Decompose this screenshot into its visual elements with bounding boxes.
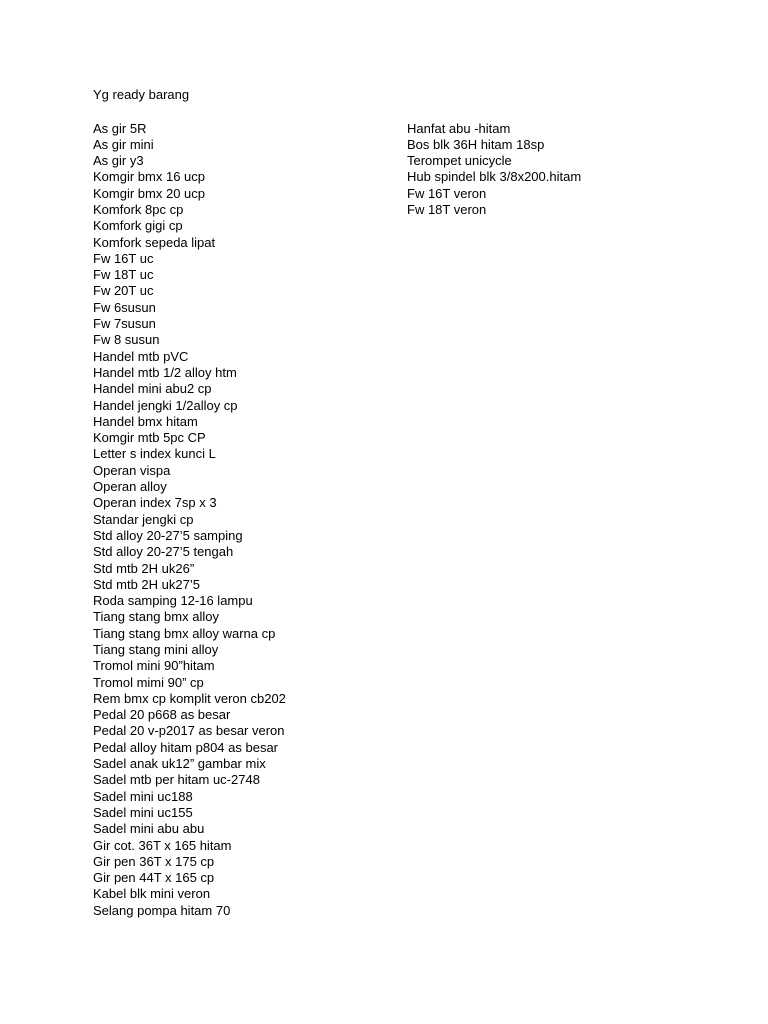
- list-item: Sadel anak uk12” gambar mix: [93, 756, 266, 772]
- list-item: Gir cot. 36T x 165 hitam: [93, 837, 232, 853]
- right-item-list: [407, 121, 581, 219]
- list-item: Operan alloy: [93, 479, 167, 495]
- list-item: Komfork sepeda lipat: [93, 234, 216, 250]
- list-item: As gir 5R: [93, 120, 147, 136]
- list-item: Handel bmx hitam: [93, 413, 198, 429]
- list-item: Sadel mini abu abu: [93, 821, 205, 837]
- list-item: Std alloy 20-27’5 samping: [93, 527, 243, 543]
- list-item: Std mtb 2H uk26”: [93, 560, 195, 576]
- list-item: Komgir bmx 20 ucp: [93, 185, 205, 201]
- list-item: Sadel mtb per hitam uc-2748: [93, 772, 260, 788]
- left-item-list: [93, 121, 286, 920]
- list-item: Pedal alloy hitam p804 as besar: [93, 739, 279, 755]
- list-item: Gir pen 44T x 165 cp: [93, 870, 215, 886]
- list-item: Komfork 8pc cp: [93, 201, 184, 217]
- list-item: Komgir bmx 16 ucp: [93, 169, 205, 185]
- list-item: Fw 20T uc: [93, 283, 154, 299]
- list-item: Sadel mini uc188: [93, 788, 193, 804]
- list-item: Pedal 20 v-p2017 as besar veron: [93, 723, 285, 739]
- list-item: Tiang stang mini alloy: [93, 642, 219, 657]
- list-item: Fw 7susun: [93, 316, 156, 332]
- list-item: As gir y3: [93, 153, 144, 169]
- list-item: Fw 18T veron: [407, 201, 487, 217]
- list-item: Fw 18T uc: [93, 267, 154, 283]
- list-item: Fw 16T veron: [407, 185, 487, 201]
- list-item: Handel mtb pVC: [93, 348, 189, 364]
- list-item: Operan index 7sp x 3: [93, 495, 217, 511]
- list-item: Tromol mini 90”hitam: [93, 658, 215, 674]
- list-item: Fw 16T uc: [93, 250, 154, 266]
- list-item: Handel jengki 1/2alloy cp: [93, 397, 238, 413]
- list-item: Fw 8 susun: [93, 332, 160, 348]
- list-item: Handel mini abu2 cp: [93, 381, 212, 397]
- list-item: Komgir mtb 5pc CP: [93, 430, 206, 446]
- list-item: Selang pompa hitam 70: [93, 902, 231, 918]
- list-item: Sadel mini uc155: [93, 804, 193, 820]
- list-item: Tromol mimi 90” cp: [93, 674, 204, 690]
- list-item: Terompet unicycle: [407, 153, 512, 169]
- list-item: Tiang stang bmx alloy: [93, 609, 219, 625]
- list-item: Fw 6susun: [93, 299, 156, 315]
- list-item: Pedal 20 p668 as besar: [93, 707, 231, 723]
- list-item: Handel mtb 1/2 alloy htm: [93, 364, 237, 380]
- list-item: Letter s index kunci L: [93, 446, 216, 462]
- list-item: Bos blk 36H hitam 18sp: [407, 136, 545, 152]
- list-item: As gir mini: [93, 136, 154, 152]
- list-item: Operan vispa: [93, 462, 171, 478]
- list-item: Tiang stang bmx alloy warna cp: [93, 625, 276, 641]
- list-item: Std mtb 2H uk27’5: [93, 576, 200, 592]
- list-item: Std alloy 20-27’5 tengah: [93, 544, 234, 560]
- list-item: Rem bmx cp komplit veron cb202: [93, 690, 286, 706]
- list-item: Hub spindel blk 3/8x200.hitam: [407, 169, 582, 185]
- list-item: Gir pen 36T x 175 cp: [93, 853, 215, 869]
- list-item: Roda samping 12-16 lampu: [93, 593, 253, 609]
- list-item: Komfork gigi cp: [93, 218, 183, 234]
- document-title: Yg ready barang: [93, 87, 190, 102]
- list-item: Standar jengki cp: [93, 511, 194, 527]
- list-item: Hanfat abu -hitam: [407, 120, 511, 136]
- list-item: Kabel blk mini veron: [93, 886, 211, 902]
